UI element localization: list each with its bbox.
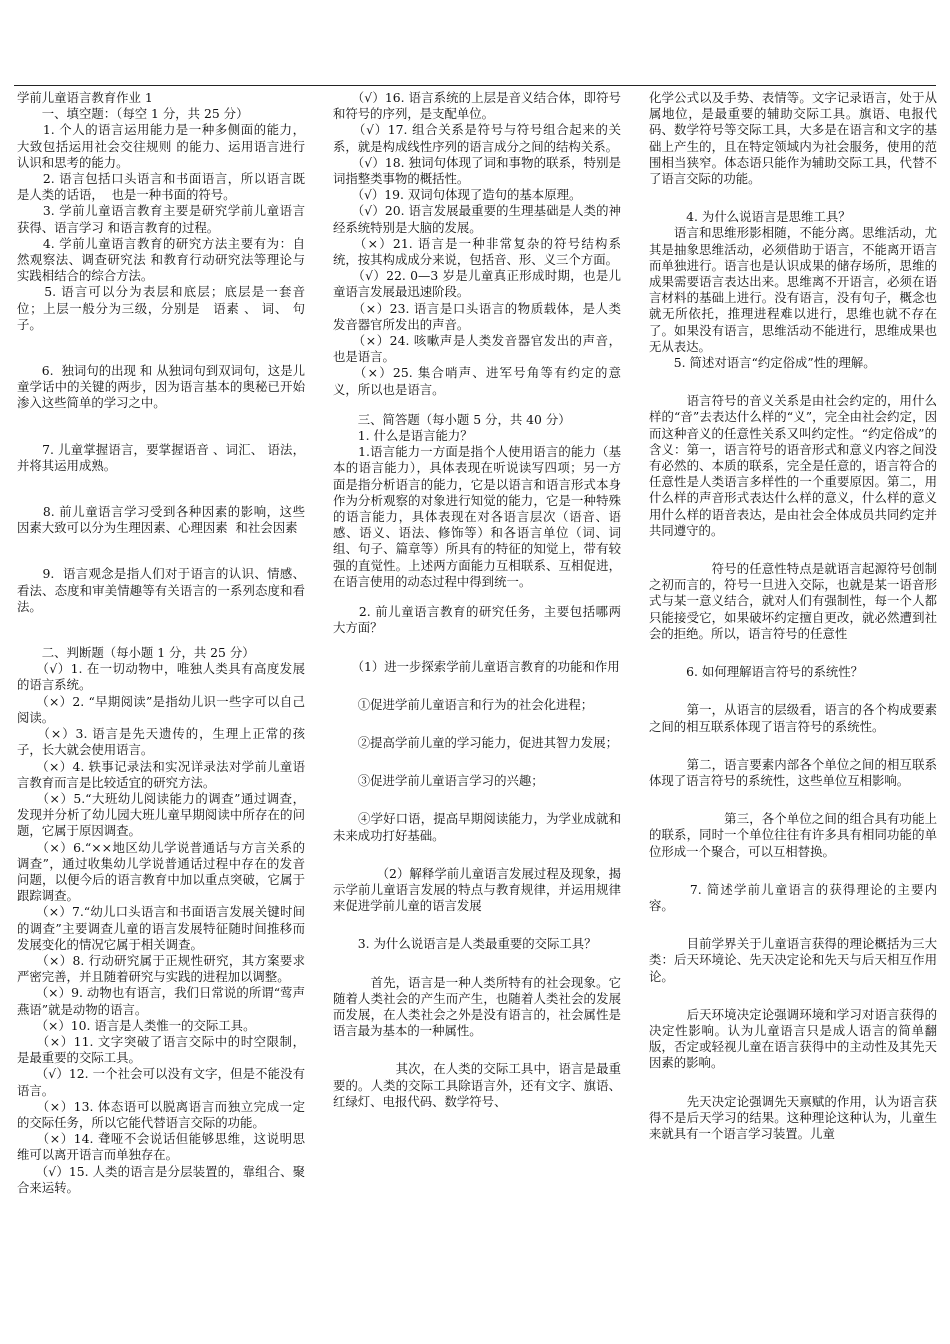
judge-item: （√）16. 语言系统的上层是音义结合体，即符号和符号的序列，是支配单位。 — [333, 90, 621, 122]
judge-item: （√）22. 0—3 岁是儿童真正形成时期，也是儿童语言发展最迅速阶段。 — [333, 268, 621, 300]
answer: ①促进学前儿童语言和行为的社会化进程； — [333, 696, 594, 712]
column-left — [17, 90, 305, 1196]
judge-item: （×）24. 咳嗽声是人类发音器官发出的声音，也是语言。 — [333, 333, 621, 365]
answer: 语言符号的音义关系是由社会约定的，用什么样的“音”去表达什么样的“义”，完全由社会约定，因而这种音义的任意性关系又叫约定性。“约定俗成”的含义：第一，语言符号的语音形式和意义内容之间没有必然的、本质的联系，完全是任意的，语言符合的任意性是人类语言多样性的一个重要原因。第二，用什么样的声音形式表达什么样的意义，什么样的意义用什么样的语音表达，是由社会全体成员共同约定并共同遵守的。 — [649, 393, 937, 538]
section-heading: 一、填空题：（每空 1 分，共 25 分） — [17, 106, 249, 122]
judge-item: （√）20. 语言发展最重要的生理基础是人类的神经系统特别是大脑的发展。 — [333, 203, 621, 235]
answer: 1.语言能力一方面是指个人使用语言的能力（基本的语言能力），具体表现在听说读写四项；另一方面是指分析语言的能力，它是以语言和语言形式本身作为分析观察的对象进行知觉的能力，它是一种特殊的语言能力，具体表现在对各语言层次（语音、语感、语义、语法、修饰等）和各语言单位（词、词组、句子、篇章等）所具有的特征的知觉上，带有较强的直觉性。上述两方面能力互相联系、互相促进，在语言使用的动态过程中得到统一。 — [333, 444, 621, 589]
answer: （1）进一步探索学前儿童语言教育的功能和作用 — [333, 658, 620, 674]
answer: 目前学界关于儿童语言获得的理论概括为三大类：后天环境论、先天决定论和先天与后天相互作用论。 — [649, 936, 937, 984]
answer: ②提高学前儿童的学习能力，促进其智力发展； — [333, 734, 618, 750]
fill-item: 6. 独词句的出现 和 从独词句到双词句，这是儿童学话中的关键的两步，因为语言基本的奥秘已开始渗入这些简单的学习之中。 — [17, 363, 305, 411]
judge-item: （×）3. 语言是先天遗传的，生理上正常的孩子，长大就会使用语言。 — [17, 726, 305, 758]
question: 5. 简述对语言“约定俗成”性的理解。 — [649, 355, 876, 371]
column-right — [649, 90, 937, 1142]
question: 6. 如何理解语言符号的系统性？ — [649, 664, 864, 680]
answer: 首先，语言是一种人类所特有的社会现象。它随着人类社会的产生而产生，也随着人类社会的发展而发展，在人类社会之外是没有语言的，社会属性是语言最为基本的一种属性。 — [333, 974, 621, 1039]
answer: （2）解释学前儿童语言发展过程及现象，揭示学前儿童语言发展的特点与教育规律，并运用规律来促进学前儿童的语言发展 — [333, 865, 621, 914]
judge-item: （×）4. 轶事记录法和实况详录法对学前儿童语言教育而言是比较适宜的研究方法。 — [17, 758, 305, 790]
fill-item: 2. 语言包括口头语言和书面语言，所以语言既是人类的话语， 也是一种书面的符号。 — [17, 171, 305, 203]
answer: ④学好口语，提高早期阅读能力，为学业成就和未来成功打好基础。 — [333, 811, 621, 843]
judge-item: （×）25. 集合哨声、进军号角等有约定的意义，所以也是语言。 — [333, 365, 621, 397]
judge-item: （×）14. 聋哑不会说话但能够思维，这说明思维可以离开语言而单独存在。 — [17, 1131, 305, 1163]
judge-item: （×）11. 文字突破了语言交际中的时空限制，是最重要的交际工具。 — [17, 1033, 305, 1066]
question: 1. 什么是语言能力？ — [333, 428, 473, 444]
column-middle — [333, 90, 621, 1110]
answer: 第二，语言要素内部各个单位之间的相互联系体现了语言符号的系统性，这些单位互相影响。 — [649, 756, 937, 788]
judge-item: （√）19. 双词句体现了造句的基本原理。 — [333, 187, 582, 203]
question: 2. 前儿童语言教育的研究任务，主要包括哪两大方面？ — [333, 604, 621, 636]
fill-item: 9. 语言观念是指人们对于语言的认识、情感、看法、态度和审美情趣等有关语言的一系列态度和看法。 — [17, 566, 305, 614]
fill-item: 5. 语言可以分为表层和底层；底层是一套音位；上层一般分为三级，分别是 语素 、 词、 句子。 — [17, 284, 305, 332]
section-heading: 二、判断题（每小题 1 分，共 25 分） — [17, 645, 255, 661]
judge-item: （×）13. 体态语可以脱离语言而独立完成一定的交际任务，所以它能代替语言交际的功能。 — [17, 1098, 305, 1130]
judge-item: （×）21. 语言是一种非常复杂的符号结构系统，按其构成成分来说，包括音、形、义三个方面。 — [333, 235, 621, 268]
answer: 先天决定论强调先天禀赋的作用，认为语言获得不是后天学习的结果。这种理论这种认为，儿童生来就具有一个语言学习装置。儿童 — [649, 1093, 937, 1141]
answer: 化学公式以及手势、表情等。文字记录语言，处于从属地位，是最重要的辅助交际工具。旗语、电报代码、数学符号等交际工具，大多是在语言和文字的基础上产生的，且在特定领域内为社会服务，使用的范围相当狭窄。体态语只能作为辅助交际工具，代替不了语言交际的功能。 — [649, 90, 937, 187]
answer: 第一，从语言的层级看，语言的各个构成要素之间的相互联系体现了语言符号的系统性。 — [649, 702, 937, 734]
answer: ③促进学前儿童语言学习的兴趣； — [333, 773, 544, 789]
judge-item: （×）9. 动物也有语言，我们日常说的所谓“莺声燕语”就是动物的语言。 — [17, 985, 305, 1017]
fill-item: 1. 个人的语言运用能力是一种多侧面的能力，大致包括运用社会交往规则 的能力、运用语言进行认识和思考的能力。 — [17, 122, 305, 170]
judge-item: （×）8. 行动研究属于正规性研究，其方案要求严密完善，并且随着研究与实践的进程加以调整。 — [17, 952, 305, 985]
judge-item: （×）23. 语言是口头语言的物质载体，是人类发音器官所发出的声音。 — [333, 300, 621, 332]
answer: 语言和思维形影相随，不能分离。思维活动，尤其是抽象思维活动，必须借助于语言，不能离开语言而单独进行。语言也是认识成果的储存场所，思维的成果需要语言表达出来。思维离不开语言，必须在语言材料的基础上进行。没有语言，没有句子，概念也就无所依托，推理进程难以进行，思维也就不存在了。如果没有语言，思维活动不能进行，思维成果也无从表达。 — [649, 225, 937, 354]
header-rule — [14, 85, 936, 86]
question: 4. 为什么说语言是思维工具？ — [649, 209, 851, 225]
section-heading: 三、简答题（每小题 5 分，共 40 分） — [333, 411, 571, 427]
judge-item: （×）7.“幼儿口头语言和书面语言发展关键时间的调查”主要调查儿童的语言发展特征随时间推移而发展变化的情况它属于相关调查。 — [17, 904, 305, 952]
answer: 符号的任意性特点是就语言起源符号创制之初而言的，符号一旦进入交际，也就是某一语音形式与某一意义结合，就对人们有强制性，每一个人都只能接受它，如果破坏约定擅自更改，就必然遭到社会的拒绝。所以，语言符号的任意性 — [649, 561, 937, 641]
question: 3. 为什么说语言是人类最重要的交际工具？ — [333, 936, 597, 952]
judge-item: （√）1. 在一切动物中，唯独人类具有高度发展的语言系统。 — [17, 661, 305, 693]
judge-item: （×）10. 语言是人类惟一的交际工具。 — [17, 1017, 256, 1033]
fill-item: 4. 学前儿童语言教育的研究方法主要有为：自然观察法、调查研究法 和教育行动研究法等理论与实践相结合的综合方法。 — [17, 235, 305, 284]
question: 7. 简述学前儿童语言的获得理论的主要内容。 — [649, 881, 937, 913]
answer: 第三，各个单位之间的组合具有功能上的联系，同时一个单位往往有许多具有相同功能的单位形成一个聚合，可以互相替换。 — [649, 811, 937, 859]
judge-item: （√）12. 一个社会可以没有文字，但是不能没有语言。 — [17, 1066, 305, 1098]
judge-item: （×）2. “早期阅读”是指幼儿识一些字可以自己阅读。 — [17, 693, 305, 725]
judge-item: （×）6.“××地区幼儿学说普通话与方言关系的调查”，通过收集幼儿学说普通话过程中存在的发音问题，以便今后的语言教育中加以重点突破，它属于跟踪调查。 — [17, 839, 305, 904]
fill-item: 3. 学前儿童语言教育主要是研究学前儿童语言获得、语言学习 和语言教育的过程。 — [17, 203, 305, 235]
answer: 其次，在人类的交际工具中，语言是最重要的。人类的交际工具除语言外，还有文字、旗语、红绿灯、电报代码、数学符号、 — [333, 1061, 621, 1109]
judge-item: （√）18. 独词句体现了词和事物的联系，特别是词指整类事物的概括性。 — [333, 154, 621, 187]
judge-item: （×）5.“大班幼儿阅读能力的调查”通过调查，发现并分析了幼儿园大班儿童早期阅读中所存在的问题，它属于原因调查。 — [17, 790, 305, 839]
judge-item: （√）15. 人类的语言是分层装置的，靠组合、聚合来运转。 — [17, 1163, 305, 1195]
doc-title: 学前儿童语言教育作业 1 — [17, 90, 153, 105]
fill-item: 7. 儿童掌握语言，要掌握语音 、词汇、 语法，并将其运用成熟。 — [17, 441, 305, 473]
judge-item: （√）17. 组合关系是符号与符号组合起来的关系，就是构成线性序列的语言成分之间的结构关系。 — [333, 122, 621, 154]
answer: 后天环境决定论强调环境和学习对语言获得的决定性影响。认为儿童语言只是成人语言的简单翻版，否定或轻视儿童在语言获得中的主动性及其先天因素的影响。 — [649, 1006, 937, 1071]
fill-item: 8. 前儿童语言学习受到各种因素的影响，这些因素大致可以分为生理因素、心理因素 和社会因素 — [17, 504, 305, 536]
